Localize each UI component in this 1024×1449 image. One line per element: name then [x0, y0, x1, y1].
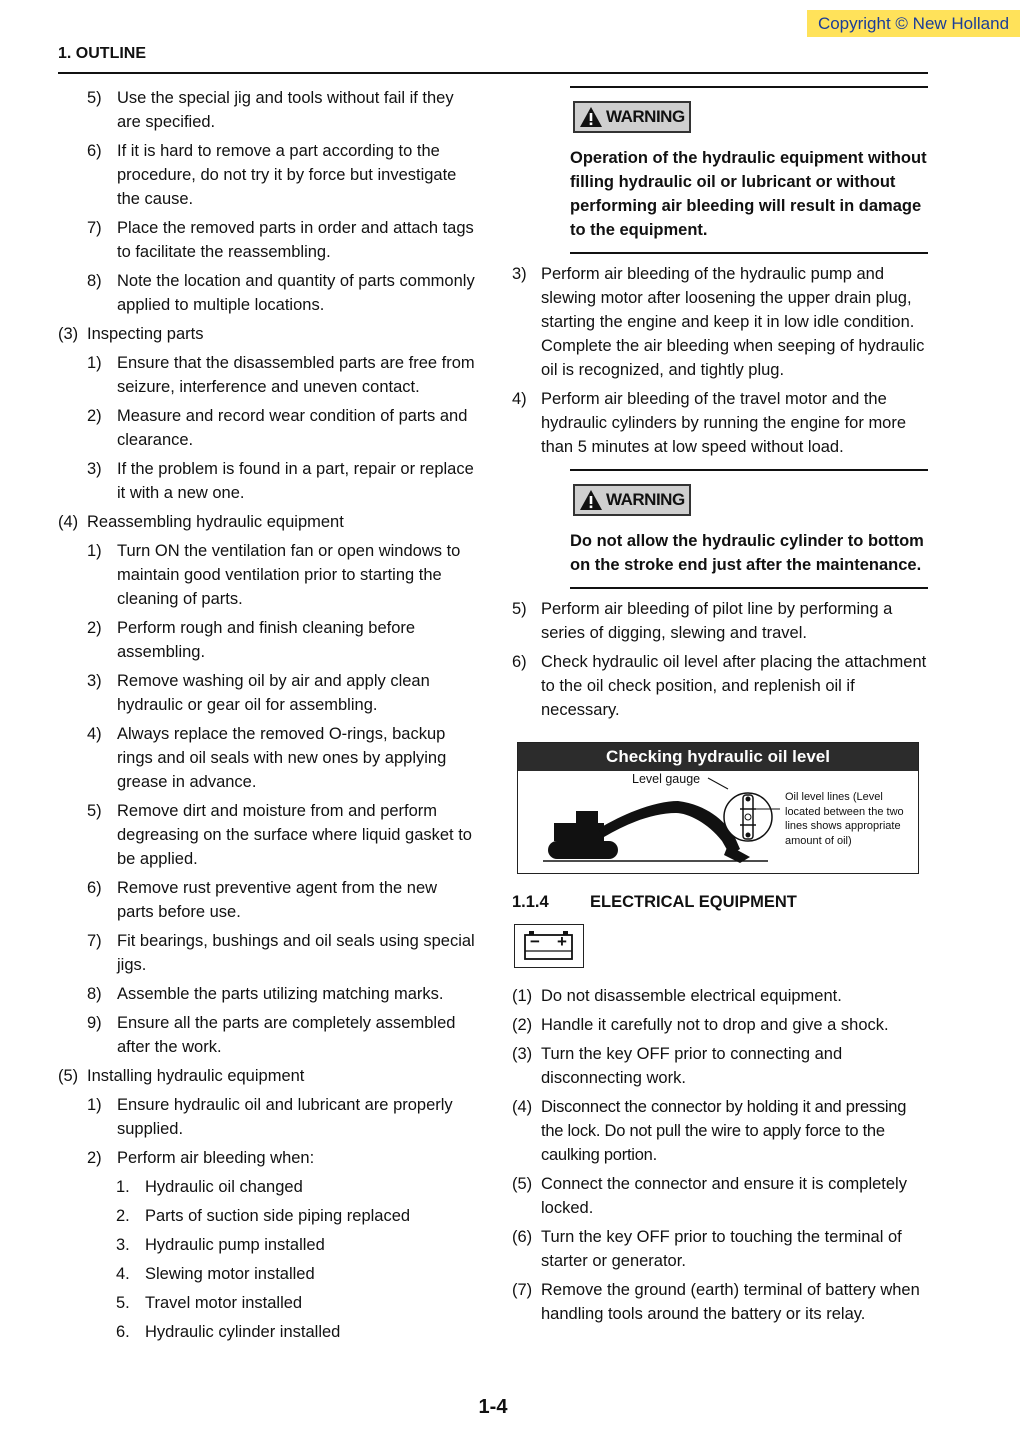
list-item	[58, 351, 478, 399]
list-item	[512, 1095, 928, 1167]
item-text: Remove rust preventive agent from the new parts before use.	[117, 879, 438, 921]
list-item	[58, 1291, 478, 1315]
item-text: Remove dirt and moisture from and perform degreasing on the surface where liquid gasket to be applied.	[117, 802, 472, 868]
list-item	[58, 457, 478, 505]
list-item	[58, 1320, 478, 1344]
item-text: Disconnect the connector by holding it and pressing the lock. Do not pull the wire to apply force to the caulking portion.	[541, 1098, 907, 1164]
list-item	[58, 1093, 478, 1141]
warning-rule	[570, 587, 928, 589]
item-number: (2)	[512, 1016, 533, 1034]
list-item	[58, 1011, 478, 1059]
item-text-part: Complete the air bleeding when seeping of hydraulic oil is recognized, and tightly plug.	[541, 337, 925, 379]
excavator-icon	[548, 801, 750, 863]
list-item	[58, 1233, 478, 1257]
item-number: 6)	[87, 879, 102, 897]
list-item	[512, 597, 928, 645]
item-text: Use the special jig and tools without fail if they are specified.	[117, 89, 454, 131]
warning-triangle-icon	[579, 106, 603, 128]
item-number: 5)	[87, 89, 102, 107]
item-number: (1)	[512, 987, 533, 1005]
list-item	[58, 86, 478, 134]
item-text: Parts of suction side piping replaced	[145, 1207, 411, 1225]
item-number: (3)	[512, 1045, 533, 1063]
list-item	[58, 539, 478, 611]
level-gauge-label: Level gauge	[632, 772, 701, 786]
item-number: (7)	[512, 1281, 533, 1299]
item-text: Turn the key OFF prior to touching the terminal of starter or generator.	[541, 1228, 902, 1270]
list-item	[58, 982, 478, 1006]
oil-level-lines-label: Oil level lines (Level located between the two lines shows appropriate amount of oil)	[785, 791, 904, 848]
item-number: 7)	[87, 219, 102, 237]
item-number: (5)	[58, 1067, 79, 1085]
item-number: 6)	[87, 142, 102, 160]
title-rule	[58, 72, 928, 74]
list-item	[58, 269, 478, 317]
list-item	[512, 984, 928, 1008]
item-number: 8)	[87, 272, 102, 290]
item-text: Perform air bleeding when:	[117, 1149, 315, 1167]
list-item	[58, 139, 478, 211]
item-text: Inspecting parts	[87, 325, 204, 343]
list-item	[58, 216, 478, 264]
item-number: (4)	[58, 513, 79, 531]
item-text: Hydraulic cylinder installed	[145, 1323, 341, 1341]
item-number: 7)	[87, 932, 102, 950]
list-item	[512, 1013, 928, 1037]
section-heading-inspecting	[58, 322, 478, 346]
item-text: Do not disassemble electrical equipment.	[541, 987, 842, 1005]
page-number: 1-4	[478, 1396, 508, 1418]
item-text: Slewing motor installed	[145, 1265, 315, 1283]
list-item	[512, 1278, 928, 1326]
warning-triangle-icon	[579, 489, 603, 511]
item-text: Note the location and quantity of parts commonly applied to multiple locations.	[117, 272, 475, 314]
list-item	[512, 387, 928, 459]
list-item	[58, 876, 478, 924]
subsection-heading	[512, 890, 928, 914]
item-text: Check hydraulic oil level after placing the attachment to the oil check position, and replenish oil if necessary.	[541, 653, 927, 719]
item-text: Remove washing oil by air and apply clean hydraulic or gear oil for assembling.	[117, 672, 430, 714]
list-item	[512, 1042, 928, 1090]
subsection-title: ELECTRICAL EQUIPMENT	[590, 893, 797, 911]
item-text: Fit bearings, bushings and oil seals using special jigs.	[117, 932, 475, 974]
item-number: 4.	[116, 1265, 130, 1283]
gauge-leader-line	[708, 778, 728, 789]
list-item	[512, 650, 928, 722]
item-text	[541, 262, 928, 382]
item-number: 1)	[87, 354, 102, 372]
item-text: Remove the ground (earth) terminal of battery when handling tools around the battery or its relay.	[541, 1281, 920, 1323]
list-item	[512, 262, 928, 382]
warning-label: WARNING	[606, 490, 685, 509]
battery-icon	[515, 925, 583, 967]
section-heading-installing	[58, 1064, 478, 1088]
list-item	[58, 669, 478, 717]
battery-plus-symbol: +	[557, 932, 567, 951]
warning-rule	[570, 252, 928, 254]
list-item	[512, 1225, 928, 1273]
warning-rule	[570, 469, 928, 471]
copyright-banner: Copyright © New Holland	[807, 10, 1020, 37]
item-number: 5)	[512, 600, 527, 618]
item-number: 3.	[116, 1236, 130, 1254]
item-text: Turn ON the ventilation fan or open windows to maintain good ventilation prior to starting the cleaning of parts.	[117, 542, 461, 608]
left-column	[58, 86, 478, 1349]
item-text: Installing hydraulic equipment	[87, 1067, 305, 1085]
list-item	[58, 1146, 478, 1170]
warning-rule	[570, 86, 928, 88]
list-item	[58, 404, 478, 452]
item-text: Place the removed parts in order and attach tags to facilitate the reassembling.	[117, 219, 474, 261]
item-number: 1)	[87, 1096, 102, 1114]
item-text: Reassembling hydraulic equipment	[87, 513, 344, 531]
item-number: 5.	[116, 1294, 130, 1312]
item-number: 6.	[116, 1323, 130, 1341]
section-heading-reassembling	[58, 510, 478, 534]
subsection-number: 1.1.4	[512, 893, 549, 911]
item-text: Travel motor installed	[145, 1294, 303, 1312]
item-text: Assemble the parts utilizing matching marks.	[117, 985, 444, 1003]
item-number: 3)	[87, 460, 102, 478]
list-item	[58, 616, 478, 664]
item-text: Ensure hydraulic oil and lubricant are properly supplied.	[117, 1096, 453, 1138]
figure-title: Checking hydraulic oil level	[518, 743, 918, 771]
item-number: 6)	[512, 653, 527, 671]
warning-box-2	[570, 469, 928, 589]
item-number: 2)	[87, 407, 102, 425]
warning-text: Operation of the hydraulic equipment without filling hydraulic oil or lubricant or without performing air bleeding will result in damage to the equipment.	[570, 149, 927, 239]
item-text: Handle it carefully not to drop and give a shock.	[541, 1016, 889, 1034]
warning-badge	[573, 101, 691, 133]
item-number: (3)	[58, 325, 79, 343]
item-number: 4)	[512, 390, 527, 408]
item-number: 9)	[87, 1014, 102, 1032]
item-text: Perform air bleeding of the travel motor and the hydraulic cylinders by running the engine for more than 5 minutes at low speed without load.	[541, 390, 907, 456]
item-number: 2)	[87, 1149, 102, 1167]
item-text: If it is hard to remove a part according to the procedure, do not try it by force but investigate the cause.	[117, 142, 457, 208]
right-column	[512, 86, 928, 1331]
item-number: 3)	[87, 672, 102, 690]
warning-text: Do not allow the hydraulic cylinder to bottom on the stroke end just after the maintenance.	[570, 532, 924, 574]
item-text: Measure and record wear condition of parts and clearance.	[117, 407, 468, 449]
item-number: 4)	[87, 725, 102, 743]
item-text: Hydraulic oil changed	[145, 1178, 303, 1196]
list-item	[512, 1172, 928, 1220]
item-text: Always replace the removed O-rings, backup rings and oil seals with new ones by applying grease in advance.	[117, 725, 447, 791]
item-text: Perform rough and finish cleaning before assembling.	[117, 619, 416, 661]
list-item	[58, 799, 478, 871]
item-number: 2.	[116, 1207, 130, 1225]
list-item	[58, 722, 478, 794]
item-text: Connect the connector and ensure it is completely locked.	[541, 1175, 907, 1217]
warning-box-1	[570, 86, 928, 254]
list-item	[58, 929, 478, 977]
item-number: (5)	[512, 1175, 533, 1193]
item-text: Ensure that the disassembled parts are free from seizure, interference and uneven contact.	[117, 354, 475, 396]
item-number: 1.	[116, 1178, 130, 1196]
oil-level-figure	[517, 742, 919, 874]
battery-minus-symbol: −	[530, 932, 540, 951]
list-item	[58, 1175, 478, 1199]
item-text: If the problem is found in a part, repair or replace it with a new one.	[117, 460, 474, 502]
item-number: 5)	[87, 802, 102, 820]
list-item	[58, 1262, 478, 1286]
warning-badge	[573, 484, 691, 516]
item-number: 2)	[87, 619, 102, 637]
item-number: (4)	[512, 1098, 533, 1116]
item-number: 8)	[87, 985, 102, 1003]
item-number: 1)	[87, 542, 102, 560]
item-text-part: Perform air bleeding of the hydraulic pump and slewing motor after loosening the upper drain plug, starting the engine and keep it in low idle condition.	[541, 265, 915, 331]
item-number: 3)	[512, 265, 527, 283]
warning-label: WARNING	[606, 107, 685, 126]
item-text: Hydraulic pump installed	[145, 1236, 325, 1254]
level-gauge-icon	[724, 793, 772, 841]
section-title: 1. OUTLINE	[58, 45, 147, 62]
item-number: (6)	[512, 1228, 533, 1246]
item-text: Ensure all the parts are completely assembled after the work.	[117, 1014, 456, 1056]
battery-icon-box	[514, 924, 584, 968]
item-text: Perform air bleeding of pilot line by performing a series of digging, slewing and travel.	[541, 600, 893, 642]
list-item	[58, 1204, 478, 1228]
item-text: Turn the key OFF prior to connecting and disconnecting work.	[541, 1045, 843, 1087]
